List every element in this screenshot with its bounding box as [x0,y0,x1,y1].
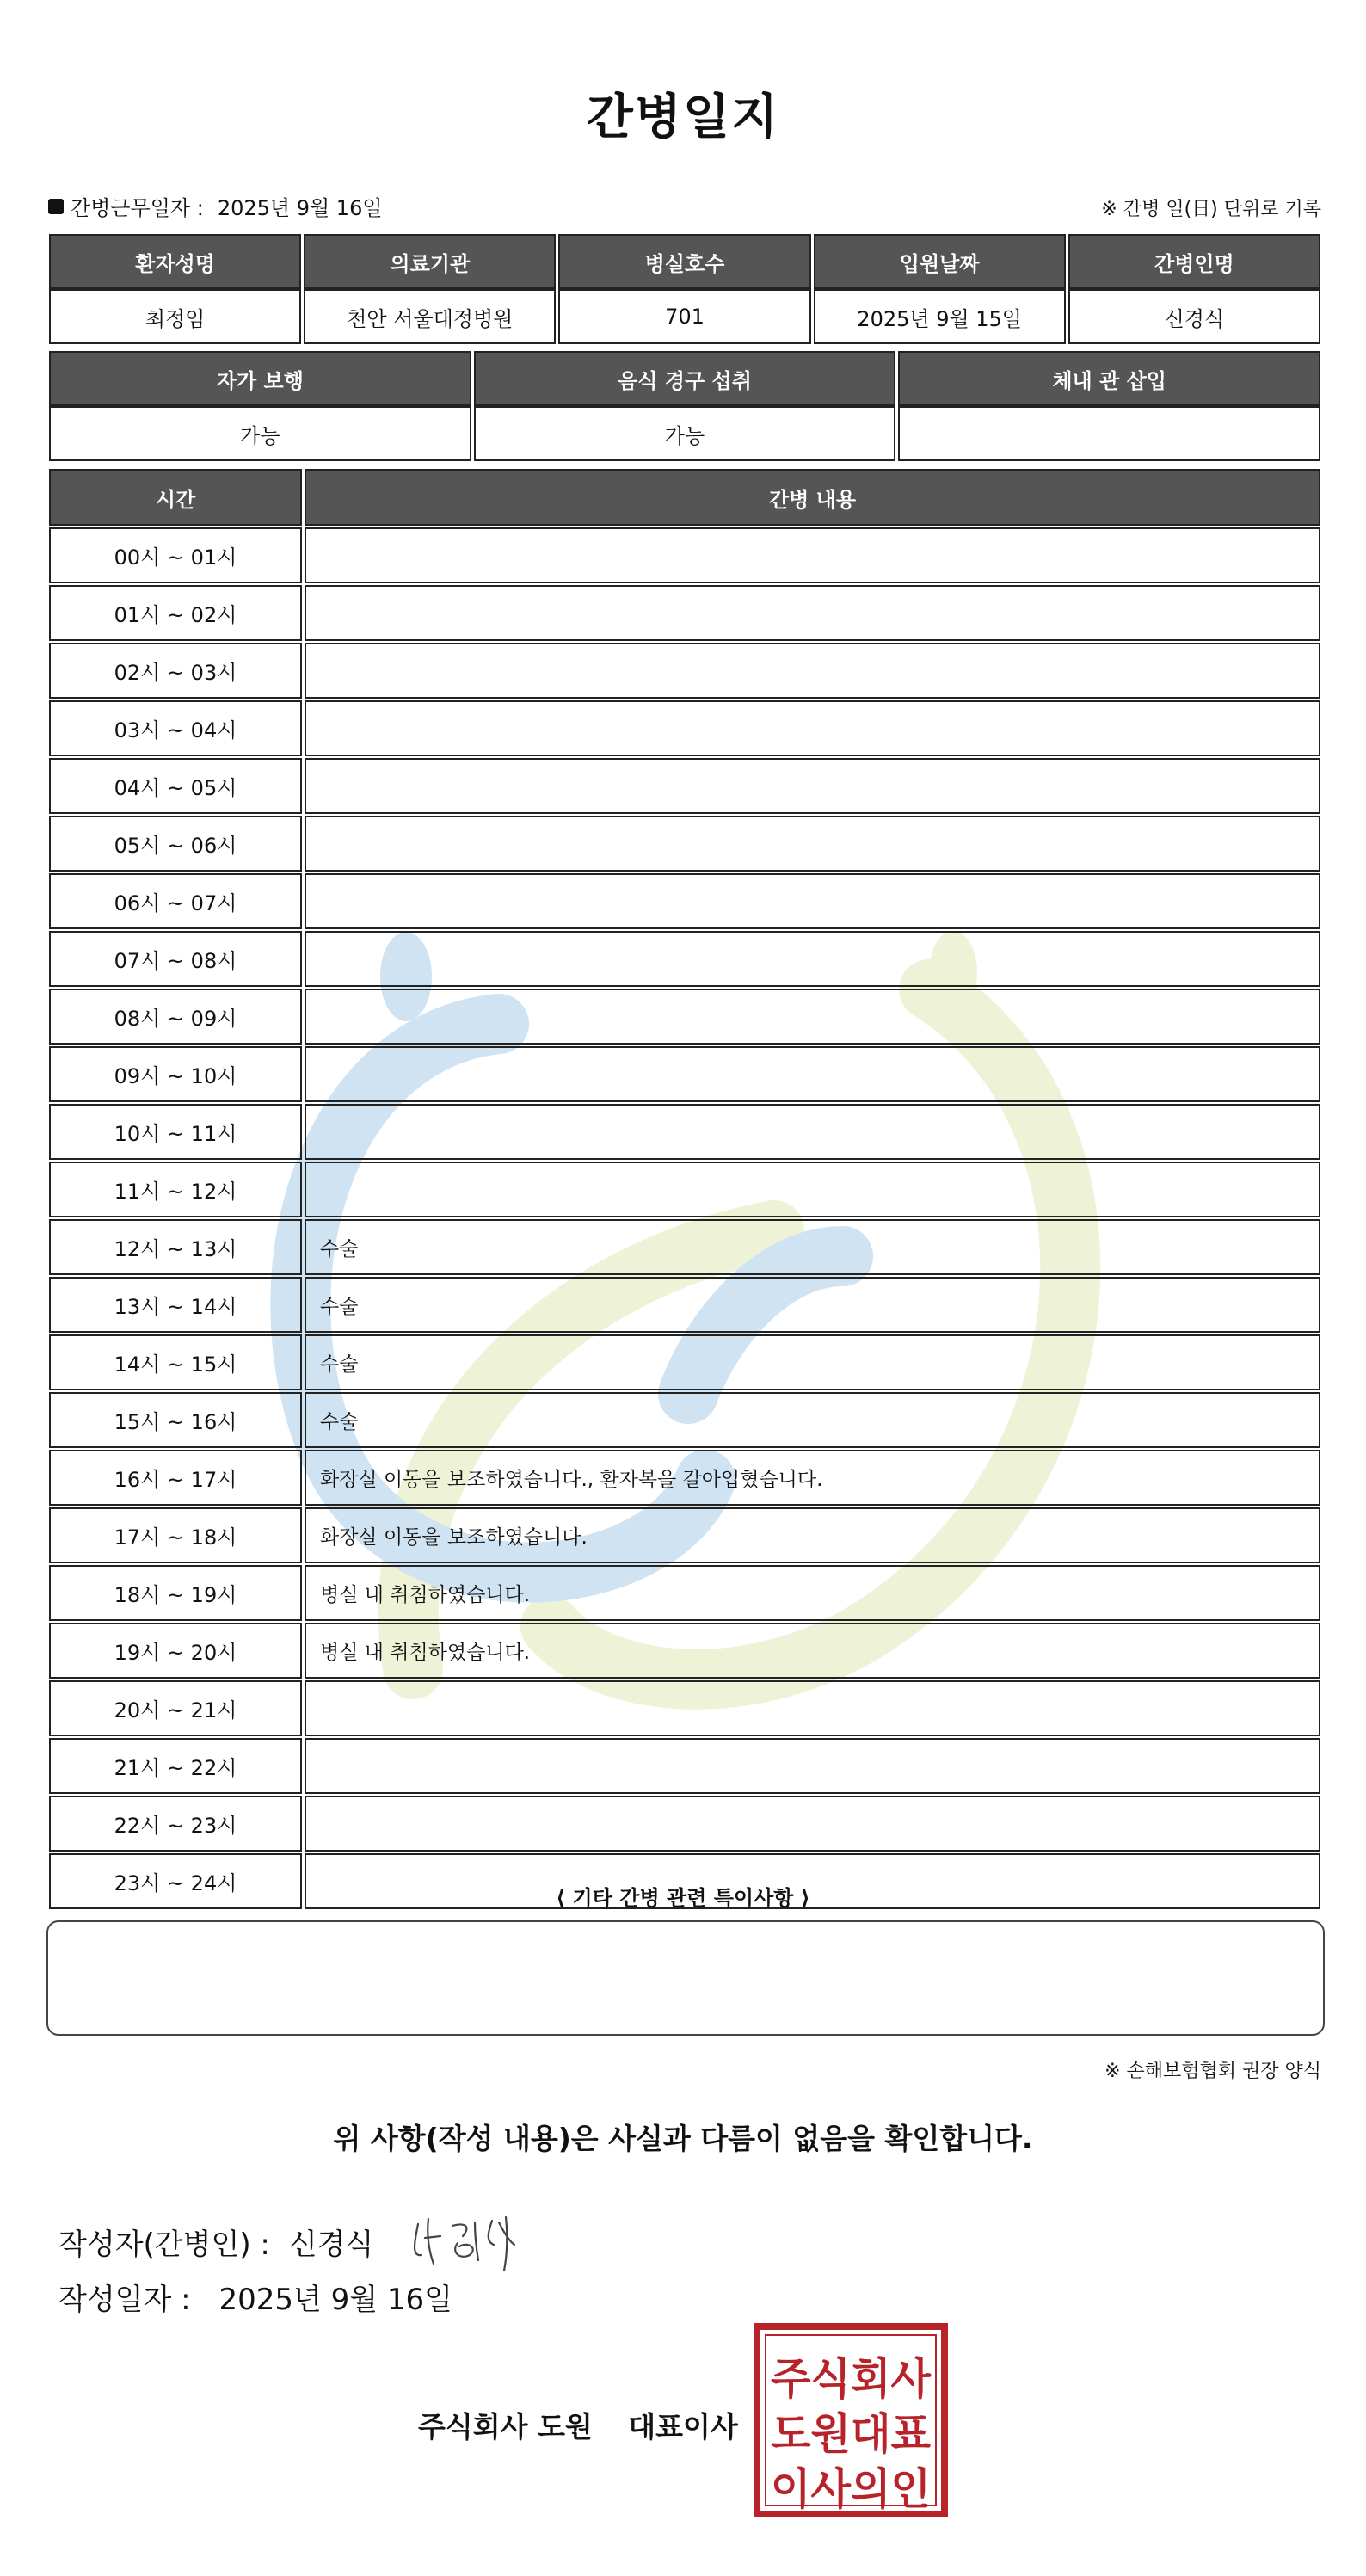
time-slot: 21시 ~ 22시 [49,1738,302,1794]
care-note [305,1738,1320,1794]
care-log-table [46,467,1323,1911]
work-date-row [48,191,1321,225]
care-note [305,873,1320,929]
page-title: 간병일지 [586,89,780,145]
time-slot: 20시 ~ 21시 [49,1680,302,1736]
company-name: 주식회사 도원 [418,2410,593,2444]
care-note [305,816,1320,872]
care-note [305,1046,1320,1102]
time-slot: 16시 ~ 17시 [49,1450,302,1506]
care-note [305,643,1320,699]
care-note [305,931,1320,987]
table-row [49,1277,1320,1333]
time-slot: 07시 ~ 08시 [49,931,302,987]
care-note [305,1796,1320,1852]
time-slot: 05시 ~ 06시 [49,816,302,872]
care-note [305,700,1320,756]
header-hospital: 의료기관 [304,234,556,289]
time-slot: 23시 ~ 24시 [49,1853,302,1909]
time-slot: 02시 ~ 03시 [49,643,302,699]
writer-row [58,2207,532,2276]
confirmation-statement: 위 사항(작성 내용)은 사실과 다름이 없음을 확인합니다. [333,2122,1033,2155]
header-oral-intake: 음식 경구 섭취 [474,351,896,406]
header-room-number: 병실호수 [558,234,810,289]
time-slot: 17시 ~ 18시 [49,1507,302,1563]
header-care-content: 간병 내용 [305,469,1320,526]
care-note [305,1162,1320,1217]
header-tube-insertion: 체내 관 삽입 [898,351,1320,406]
table-row [49,643,1320,699]
care-note: 병실 내 취침하였습니다. [305,1565,1320,1621]
time-slot: 08시 ~ 09시 [49,989,302,1045]
time-slot: 19시 ~ 20시 [49,1623,302,1679]
oral-intake: 가능 [474,406,896,461]
care-note: 수술 [305,1219,1320,1275]
table-row [49,1796,1320,1852]
care-note: 수술 [305,1392,1320,1448]
table-row [49,1738,1320,1794]
time-slot: 12시 ~ 13시 [49,1219,302,1275]
care-note [305,1680,1320,1736]
form-source-note: ※ 손해보험협회 권장 양식 [1104,2061,1321,2082]
table-row [49,700,1320,756]
work-date [48,191,383,221]
time-slot: 11시 ~ 12시 [49,1162,302,1217]
care-note [305,1104,1320,1160]
care-note: 수술 [305,1334,1320,1390]
company-signoff [418,2405,738,2445]
table-row [49,931,1320,987]
table-row [49,1219,1320,1275]
table-row [49,1162,1320,1217]
care-note [305,585,1320,641]
time-slot: 10시 ~ 11시 [49,1104,302,1160]
table-row [49,1046,1320,1102]
company-seal-stamp [754,2323,948,2517]
care-note [305,527,1320,583]
time-slot: 22시 ~ 23시 [49,1796,302,1852]
bullet-square-icon [48,199,64,214]
time-slot: 13시 ~ 14시 [49,1277,302,1333]
room-number: 701 [558,289,810,344]
time-slot: 00시 ~ 01시 [49,527,302,583]
time-slot: 09시 ~ 10시 [49,1046,302,1102]
work-date-label: 간병근무일자 : [71,196,204,220]
tube-insertion [898,406,1320,461]
table-row [49,1565,1320,1621]
table-row [49,585,1320,641]
seal-line: 도원대표 [771,2409,932,2459]
caregiver-name: 신경식 [1068,289,1320,344]
admission-date: 2025년 9월 15일 [814,289,1066,344]
table-row [49,989,1320,1045]
table-row [49,873,1320,929]
care-note [305,989,1320,1045]
seal-line: 이사의인 [771,2464,931,2514]
patient-status-table [46,351,1323,461]
table-row [49,1450,1320,1506]
header-admission-date: 입원날짜 [814,234,1066,289]
write-date-row [58,2276,452,2318]
care-note: 수술 [305,1277,1320,1333]
write-date-value: 2025년 9월 16일 [218,2283,453,2317]
patient-info-table [46,234,1323,344]
time-slot: 14시 ~ 15시 [49,1334,302,1390]
table-row [49,527,1320,583]
work-date-value: 2025년 9월 16일 [217,196,383,220]
handwritten-signature [403,2207,532,2276]
table-row [49,1680,1320,1736]
table-row [49,1104,1320,1160]
header-patient-name: 환자성명 [49,234,301,289]
care-note: 화장실 이동을 보조하였습니다. [305,1507,1320,1563]
table-row [49,758,1320,814]
patient-name: 최정임 [49,289,301,344]
header-time: 시간 [49,469,302,526]
care-note: 화장실 이동을 보조하였습니다., 환자복을 갈아입혔습니다. [305,1450,1320,1506]
time-slot: 01시 ~ 02시 [49,585,302,641]
time-slot: 03시 ~ 04시 [49,700,302,756]
record-unit-note: ※ 간병 일(日) 단위로 기록 [1101,199,1321,220]
time-slot: 06시 ~ 07시 [49,873,302,929]
care-note [305,758,1320,814]
care-note: 병실 내 취침하였습니다. [305,1623,1320,1679]
header-caregiver-name: 간병인명 [1068,234,1320,289]
header-self-walking: 자가 보행 [49,351,471,406]
time-slot: 15시 ~ 16시 [49,1392,302,1448]
table-row [49,1507,1320,1563]
seal-line: 주식회사 [771,2354,932,2404]
self-walking: 가능 [49,406,471,461]
table-row [49,1392,1320,1448]
special-notes-title: ⟨ 기타 간병 관련 특이사항 ⟩ [556,1886,810,1910]
time-slot: 18시 ~ 19시 [49,1565,302,1621]
table-row [49,816,1320,872]
company-representative: 대표이사 [628,2410,738,2444]
table-row [49,1623,1320,1679]
writer-label: 작성자(간병인) : [58,2227,270,2262]
writer-name: 신경식 [288,2227,374,2262]
time-slot: 04시 ~ 05시 [49,758,302,814]
hospital: 천안 서울대정병원 [304,289,556,344]
special-notes-box [46,1920,1325,2036]
write-date-label: 작성일자 : [58,2283,191,2317]
table-row [49,1334,1320,1390]
